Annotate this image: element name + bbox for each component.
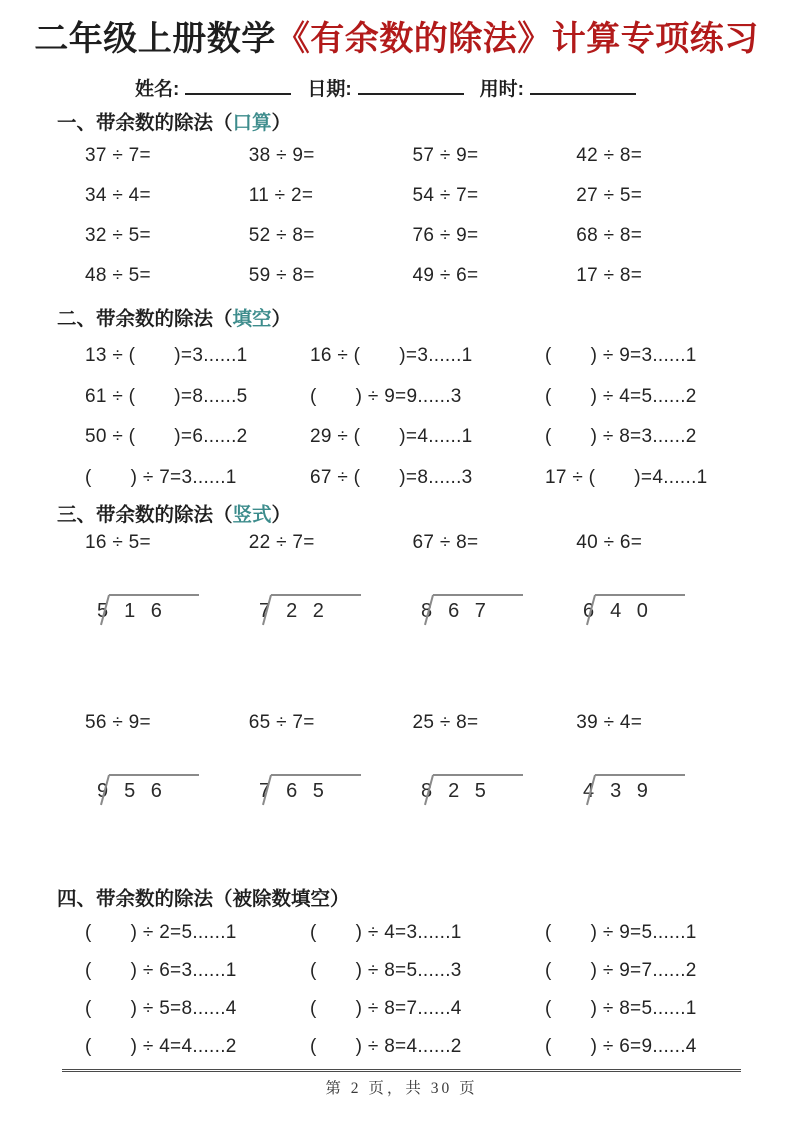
problem-expression: 37 ÷ 7= [85,145,151,166]
date-label: 日期: [307,79,352,100]
long-division-bracket [259,594,361,624]
problem-expression: ( ) ÷ 6=3......1 [85,960,237,981]
long-division-bracket [421,774,523,804]
long-division-dividend: 6 5 [271,774,361,804]
long-division-bracket [97,594,199,624]
problem-expression: 50 ÷ ( )=6......2 [85,426,248,448]
problem-expression: 56 ÷ 9= [85,712,151,733]
title-topic-part: 《有余数的除法》 [275,20,552,58]
problem-expression: 67 ÷ 8= [412,532,479,553]
open-paren: （ [213,888,233,910]
footer-divider [62,1069,741,1072]
long-division-bracket [421,594,523,624]
section-oral-calculation [0,110,793,296]
problem-expression: 49 ÷ 6= [412,265,479,286]
problem-expression: ( ) ÷ 2=5......1 [85,922,237,943]
section4-heading [57,886,793,912]
close-paren: ） [330,888,350,910]
problem-expression: ( ) ÷ 8=5......3 [310,960,462,981]
problem-expression: 68 ÷ 8= [576,225,643,246]
section-fill-blank [0,306,793,498]
long-division-blank [259,774,421,810]
long-division-blank [583,594,745,630]
page-number: 第 2 页，共 30 页 [325,1080,478,1097]
problem-expression: 32 ÷ 5= [85,225,151,246]
problem-expression: ( ) ÷ 4=5......2 [545,385,697,407]
problem-expression: 76 ÷ 9= [412,225,479,246]
long-division-divisor: 7 [259,780,271,802]
problem-expression: ( ) ÷ 7=3......1 [85,466,237,488]
time-blank-line [530,78,636,95]
section3-tag: 竖式 [232,504,272,526]
long-division-blank [421,594,583,630]
problem-expression: 67 ÷ ( )=8......3 [310,466,473,488]
problem-expression: 42 ÷ 8= [576,145,643,166]
close-paren: ） [271,112,292,134]
section1-problem-grid [85,136,740,296]
section2-heading [57,306,793,332]
long-division-dividend: 1 6 [109,594,199,624]
problem-expression: ( ) ÷ 9=3......1 [545,345,697,367]
problem-expression: 52 ÷ 8= [248,225,315,246]
open-paren: （ [213,112,233,134]
problem-expression: 40 ÷ 6= [576,532,643,553]
open-paren: （ [213,504,233,526]
title-course-part: 二年级上册数学 [34,20,276,58]
problem-expression: ( ) ÷ 8=7......4 [310,998,462,1019]
section1-heading [57,110,793,136]
section2-tag: 填空 [232,308,272,330]
problem-expression: 59 ÷ 8= [248,265,315,286]
problem-expression: 34 ÷ 4= [85,185,151,206]
name-blank-line [185,78,291,95]
long-division-dividend: 5 6 [109,774,199,804]
problem-expression: ( ) ÷ 9=9......3 [310,385,462,407]
section4-heading-text: 四、带余数的除法 [57,888,214,910]
problem-expression: ( ) ÷ 6=9......4 [545,1036,697,1057]
problem-expression: ( ) ÷ 4=4......2 [85,1036,237,1057]
long-division-dividend: 2 5 [433,774,523,804]
long-division-divisor: 8 [421,600,433,622]
page-title [0,0,793,60]
problem-expression: ( ) ÷ 8=4......2 [310,1036,462,1057]
section3-longdiv-row-2 [97,774,745,810]
problem-expression: 29 ÷ ( )=4......1 [310,426,473,448]
problem-expression: 17 ÷ ( )=4......1 [545,466,708,488]
close-paren: ） [271,504,292,526]
section3-longdiv-row-1 [97,594,745,630]
long-division-divisor: 4 [583,780,595,802]
long-division-dividend: 2 2 [271,594,361,624]
problem-expression: 11 ÷ 2= [248,185,314,206]
page-footer [62,1069,741,1098]
problem-expression: ( ) ÷ 4=3......1 [310,922,462,943]
section4-problem-grid [85,914,740,1066]
problem-expression: 65 ÷ 7= [248,712,315,733]
problem-expression: 48 ÷ 5= [85,265,151,286]
problem-expression: 13 ÷ ( )=3......1 [85,345,248,367]
problem-expression: 57 ÷ 9= [412,145,479,166]
problem-expression: ( ) ÷ 9=5......1 [545,922,697,943]
problem-expression: 39 ÷ 4= [576,712,643,733]
section1-tag: 口算 [232,112,272,134]
date-blank-line [358,78,464,95]
problem-expression: 22 ÷ 7= [248,532,315,553]
info-bar [135,78,793,102]
long-division-dividend: 4 0 [595,594,685,624]
long-division-divisor: 8 [421,780,433,802]
problem-expression: ( ) ÷ 5=8......4 [85,998,237,1019]
long-division-divisor: 6 [583,600,595,622]
long-division-blank [97,774,259,810]
long-division-dividend: 3 9 [595,774,685,804]
long-division-blank [97,594,259,630]
problem-expression: 38 ÷ 9= [248,145,315,166]
long-division-bracket [97,774,199,804]
long-division-blank [583,774,745,810]
section2-problem-grid [85,336,740,498]
problem-expression: 16 ÷ ( )=3......1 [310,345,473,367]
long-division-blank [259,594,421,630]
long-division-bracket [259,774,361,804]
problem-expression: ( ) ÷ 9=7......2 [545,960,697,981]
problem-expression: 16 ÷ 5= [85,532,151,553]
section-vertical-form [0,502,793,810]
section1-heading-text: 一、带余数的除法 [57,112,214,134]
problem-expression: ( ) ÷ 8=5......1 [545,998,697,1019]
long-division-dividend: 6 7 [433,594,523,624]
time-label: 用时: [479,79,524,100]
section2-heading-text: 二、带余数的除法 [57,308,214,330]
section3-problem-row-2 [85,708,740,738]
section3-heading [57,502,793,528]
problem-expression: 27 ÷ 5= [576,185,643,206]
section4-tag: 被除数填空 [232,888,331,910]
problem-expression: 54 ÷ 7= [412,185,479,206]
section3-problem-row-1 [85,528,740,558]
problem-expression: ( ) ÷ 8=3......2 [545,426,697,448]
section3-heading-text: 三、带余数的除法 [57,504,214,526]
long-division-blank [421,774,583,810]
long-division-divisor: 9 [97,780,109,802]
problem-expression: 25 ÷ 8= [412,712,479,733]
name-label: 姓名: [135,79,180,100]
title-suffix-part: 计算专项练习 [551,20,759,58]
long-division-divisor: 7 [259,600,271,622]
long-division-bracket [583,594,685,624]
section-dividend-fill-blank [0,886,793,1066]
problem-expression: 17 ÷ 8= [576,265,643,286]
open-paren: （ [213,308,233,330]
problem-expression: 61 ÷ ( )=8......5 [85,385,248,407]
close-paren: ） [271,308,292,330]
long-division-divisor: 5 [97,600,109,622]
long-division-bracket [583,774,685,804]
